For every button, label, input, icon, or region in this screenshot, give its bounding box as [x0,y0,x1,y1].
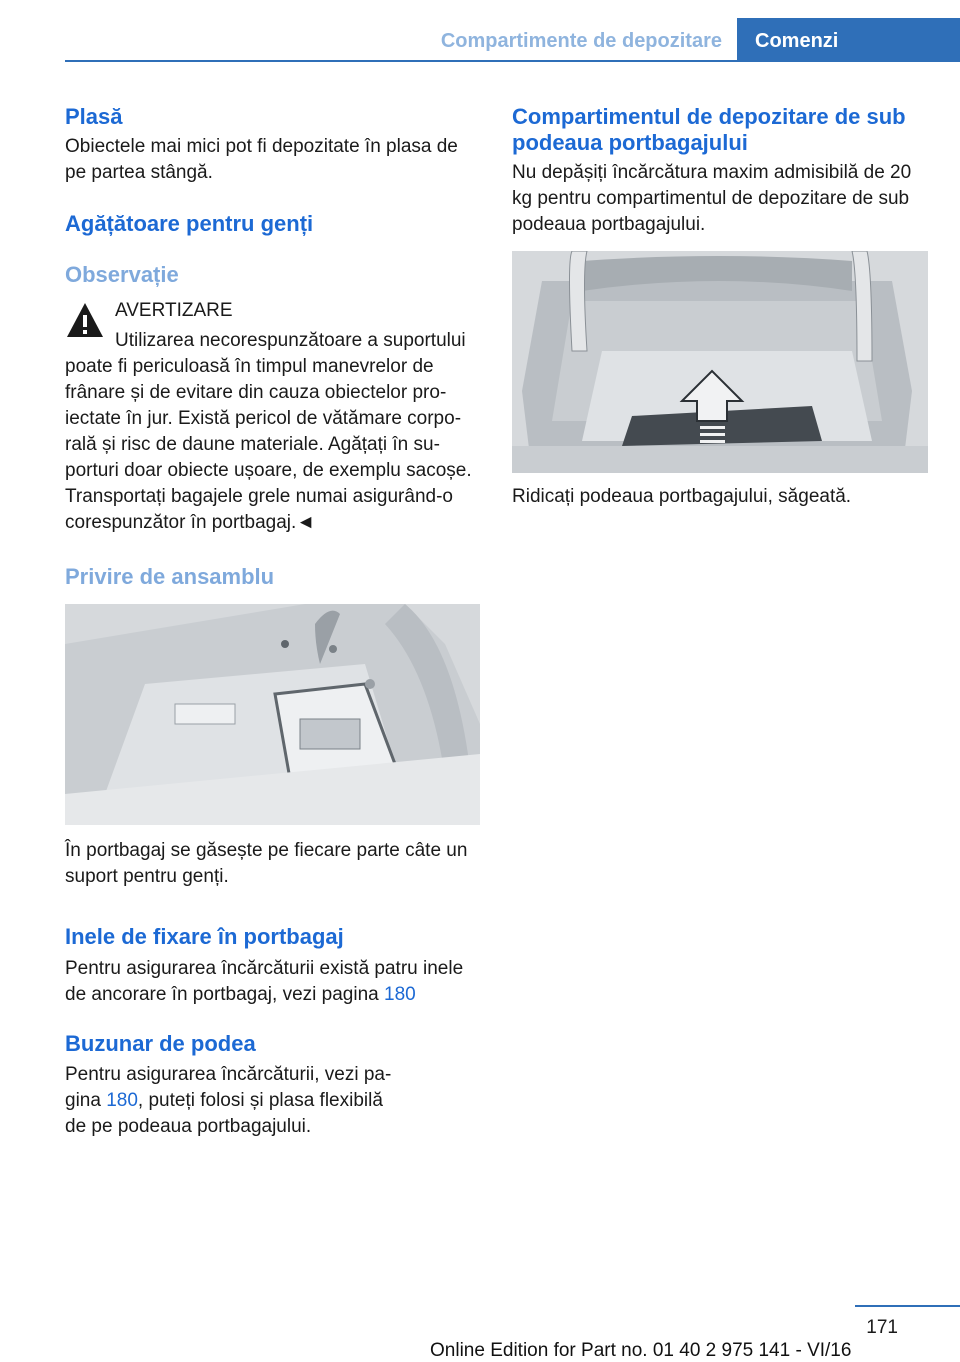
privire-heading: Privire de ansamblu [65,564,275,589]
inele-page-link[interactable]: 180 [384,984,416,1005]
observatie-heading: Observație [65,262,179,287]
warning-text: Utilizarea necorespunzătoare a suportului poate fi periculoasă în timpul manevrelor de frânare și de evitare din cauza obiectelor proiectate în jur. Există pericol de vătămare corporală și risc de daune materiale. Agățați în suporturi doar obiecte ușoare, de exemplu sacoșe. Transportați bagajele grele numai asigurând-o corespunzător în portbagaj.◄ [65,330,472,533]
warning-label: AVERTIZARE [115,300,233,321]
header-tab-label: Comenzi [755,30,839,52]
trunk-side-hook-image [65,604,480,825]
image2-caption: Ridicați podeaua portbagajului, săgeată. [512,486,852,507]
plasa-heading: Plasă [65,104,123,129]
header-tab[interactable] [737,18,960,62]
inele-heading: Inele de fixare în portbagaj [65,924,344,949]
plasa-text: Obiectele mai mici pot fi depozitate în plasa de pe partea stângă. [65,136,458,183]
compartiment-heading: Compartimentul de depozitare de sub podeaua portbagajului [512,104,906,155]
buzunar-text [65,1062,405,1140]
page-number: 171 [866,1317,898,1338]
buzunar-text-b: , puteți folosi și plasa flexibilă de pe podeaua portbagajului. [65,1090,383,1137]
inele-text-body: Pentru asigurarea încărcăturii există patru inele de ancorare în portbagaj, vezi pagina [65,958,464,1005]
image1-caption: În portbagaj se găsește pe fiecare parte câte un suport pentru genți. [65,840,468,887]
compartiment-text: Nu depășiți încărcătura maxim admisibilă de 20 kg pentru compartimentul de depozitare de sub podeaua portbagajului. [512,162,912,235]
buzunar-page-link[interactable]: 180 [106,1090,138,1111]
buzunar-heading: Buzunar de podea [65,1031,256,1056]
agatatoare-heading: Agățătoare pentru genți [65,211,314,236]
inele-text [65,956,483,1008]
header-rule [65,60,960,62]
online-edition-label: Online Edition for Part no. 01 40 2 975 141 - VI/16 [430,1340,852,1361]
header-section-title: Compartimente de depozitare [440,30,722,52]
footer-rule [855,1305,960,1307]
trunk-floor-arrow-image [512,251,928,473]
buzunar-text-a: Pentru asigurarea încărcăturii, vezi pagina [65,1064,392,1111]
